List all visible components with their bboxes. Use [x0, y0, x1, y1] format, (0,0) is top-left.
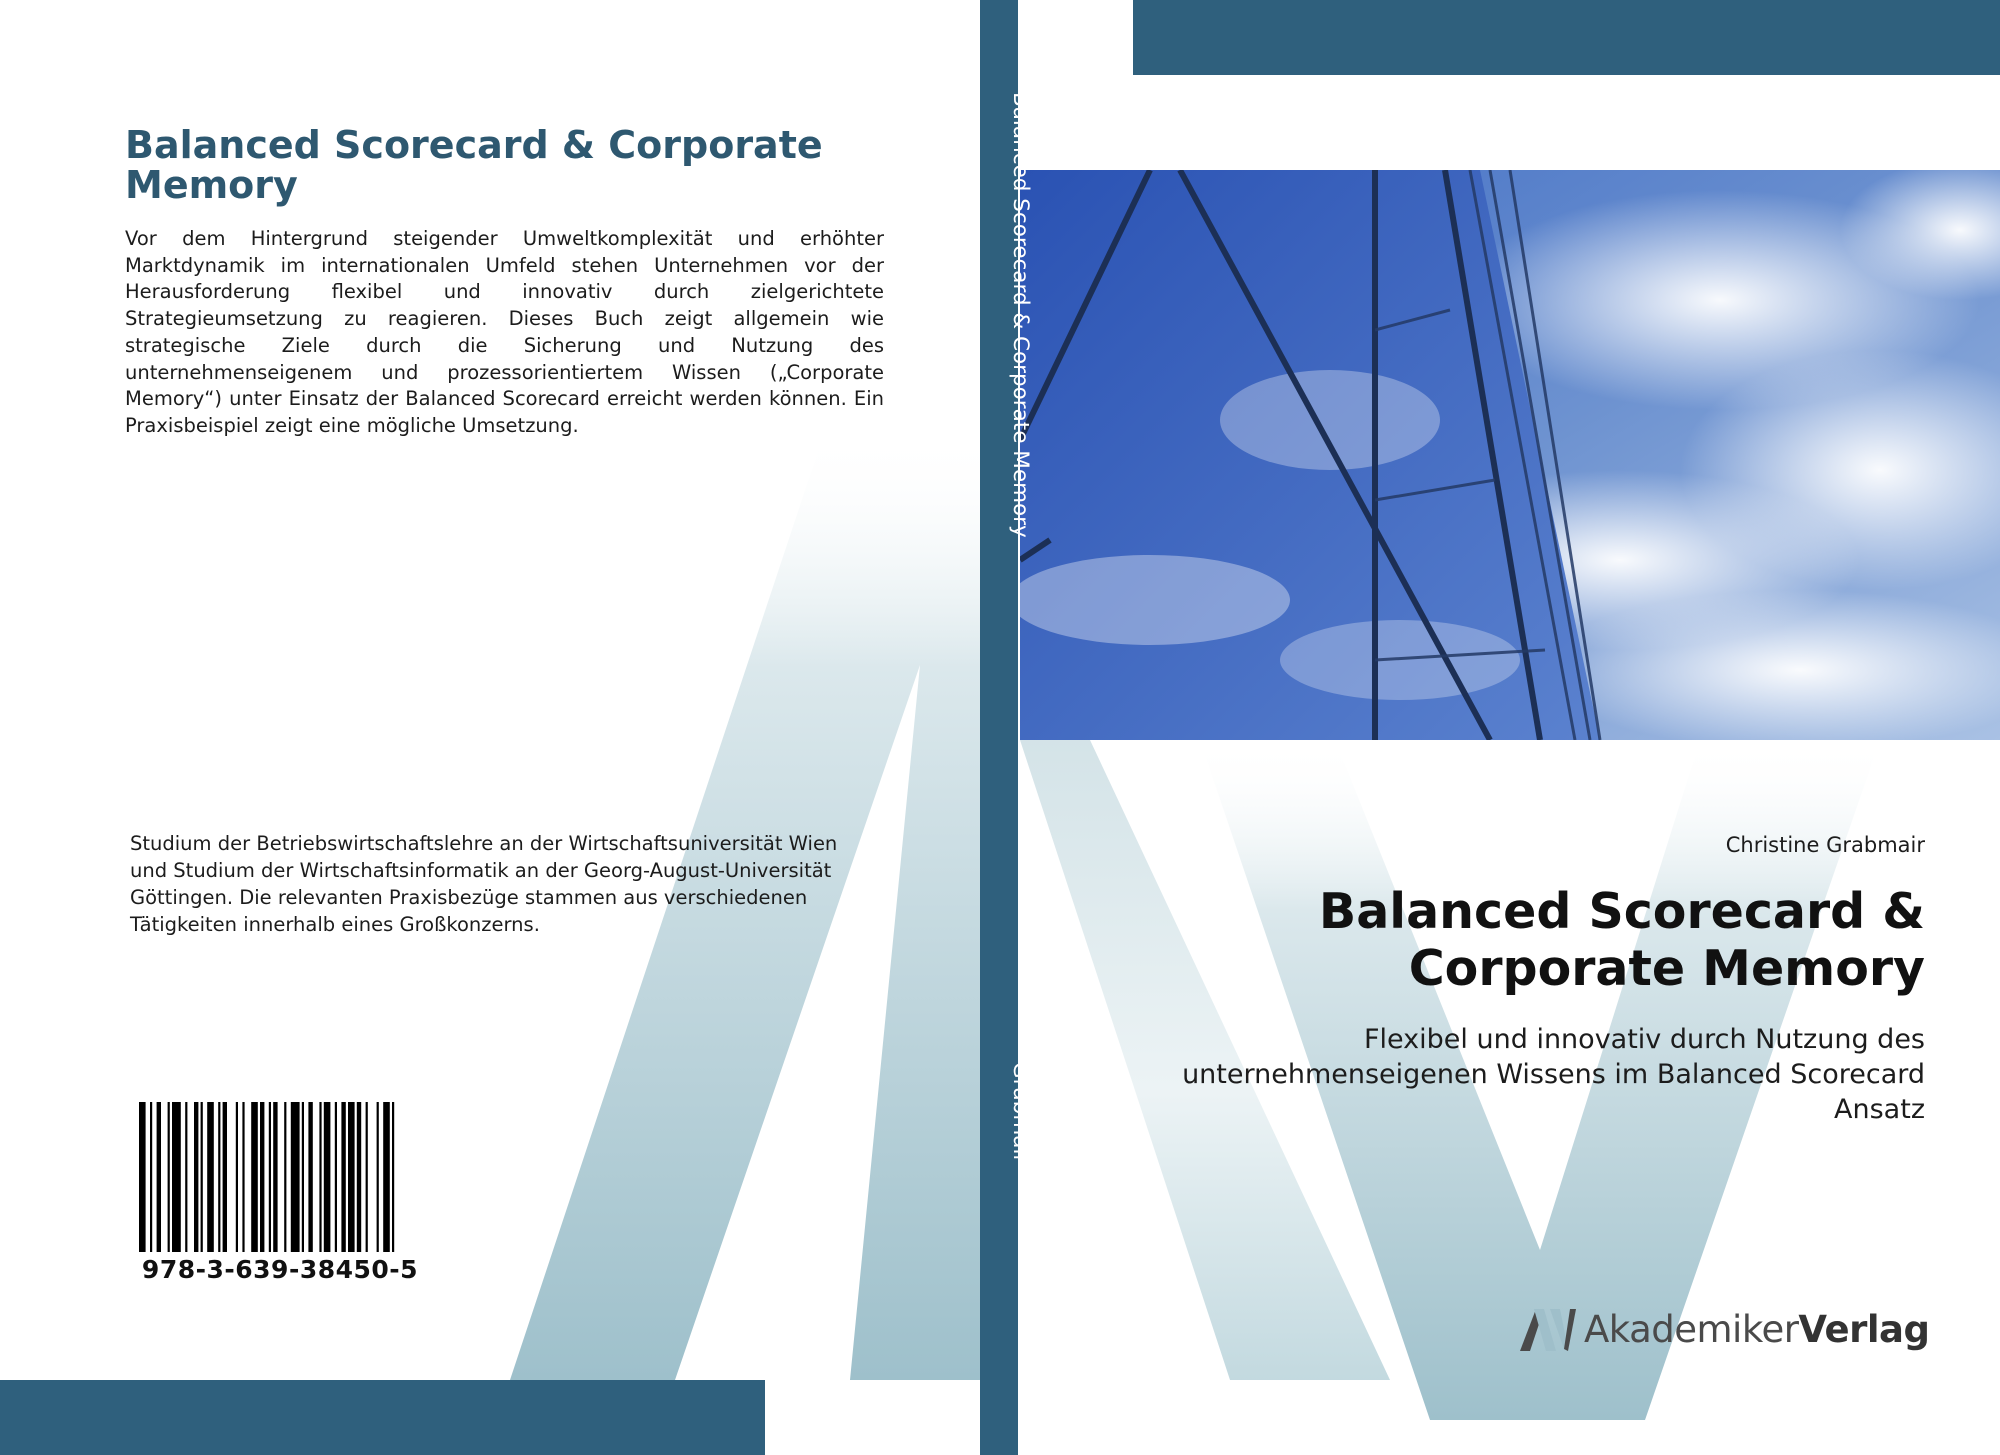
barcode-bar — [308, 1102, 312, 1252]
barcode-bar — [223, 1102, 227, 1252]
barcode-bar — [218, 1102, 220, 1252]
barcode-bar — [242, 1102, 244, 1252]
barcode-bar — [251, 1102, 258, 1252]
cover-photo — [1010, 160, 2000, 750]
spine-title: Balanced Scorecard & Corporate Memory — [1008, 92, 1033, 538]
barcode-bar — [172, 1102, 181, 1252]
barcode-bar — [168, 1102, 170, 1252]
isbn-number: 978-3-639-38450-5 — [141, 1255, 419, 1284]
barcode-bar — [150, 1102, 152, 1252]
author-bio: Studium der Betriebswirtschaftslehre an der Wirtschaftsuniversität Wien und Studium der Wirtschaftsinformatik an der Georg-August-Universität Göttingen. Die relevanten Praxisbezüge stammen aus verschiedenen Tätigkeiten innerhalb eines Großkonzerns. — [130, 832, 838, 936]
barcode-bar — [377, 1102, 379, 1252]
barcode — [139, 1102, 419, 1252]
barcode-bar — [319, 1102, 321, 1252]
barcode-bar — [392, 1102, 394, 1252]
barcode-bar — [201, 1102, 203, 1252]
back-bottom-band — [0, 1380, 765, 1455]
barcode-bar — [348, 1102, 355, 1252]
barcode-bar — [291, 1102, 300, 1252]
barcode-bar — [284, 1102, 286, 1252]
front-cover-author: Christine Grabmair — [1725, 833, 1925, 857]
barcode-bar — [207, 1102, 214, 1252]
barcode-bar — [273, 1102, 277, 1252]
spine-author: Grabmair — [1008, 1062, 1033, 1164]
publisher-name-bold: Verlag — [1798, 1308, 1930, 1351]
barcode-bar — [139, 1102, 146, 1252]
front-top-band — [1133, 0, 2000, 75]
barcode-bar — [335, 1102, 337, 1252]
barcode-bar — [383, 1102, 390, 1252]
barcode-bar — [366, 1102, 368, 1252]
barcode-bar — [260, 1102, 264, 1252]
barcode-bar — [357, 1102, 361, 1252]
barcode-bar — [324, 1102, 331, 1252]
publisher-name-light: Akademiker — [1584, 1308, 1799, 1351]
barcode-bar — [341, 1102, 345, 1252]
barcode-bar — [194, 1102, 198, 1252]
publisher-name — [1584, 1307, 1930, 1353]
front-cover-title: Balanced Scorecard & Corporate Memory — [1318, 883, 1925, 997]
front-cover-subtitle: Flexibel und innovativ durch Nutzung des unternehmenseigenen Wissens im Balanced Scorecard Ansatz — [1182, 1024, 1925, 1125]
barcode-bar — [157, 1102, 161, 1252]
barcode-bar — [185, 1102, 187, 1252]
back-cover-title: Balanced Scorecard & Corporate Memory — [125, 123, 823, 207]
barcode-bar — [302, 1102, 304, 1252]
publisher-logo — [1520, 1305, 1930, 1365]
av-logo-icon — [1520, 1305, 1576, 1353]
barcode-bar — [269, 1102, 271, 1252]
barcode-bar — [236, 1102, 238, 1252]
back-cover-blurb: Vor dem Hintergrund steigender Umweltkomplexität und erhöhter Marktdynamik im internationalen Umfeld stehen Unternehmen vor der Herausforderung flexibel und innovativ durch zielgerichtete Strategieumsetzung zu reagieren. Dieses Buch zeigt allgemein wie strategische Ziele durch die Sicherung und Nutzung des unternehmenseigenem und prozessorientiertem Wissen („Corporate Memory“) unter Einsatz der Balanced Scorecard erreicht werden können. Ein Praxisbeispiel zeigt eine mögliche Umsetzung. — [125, 227, 884, 437]
